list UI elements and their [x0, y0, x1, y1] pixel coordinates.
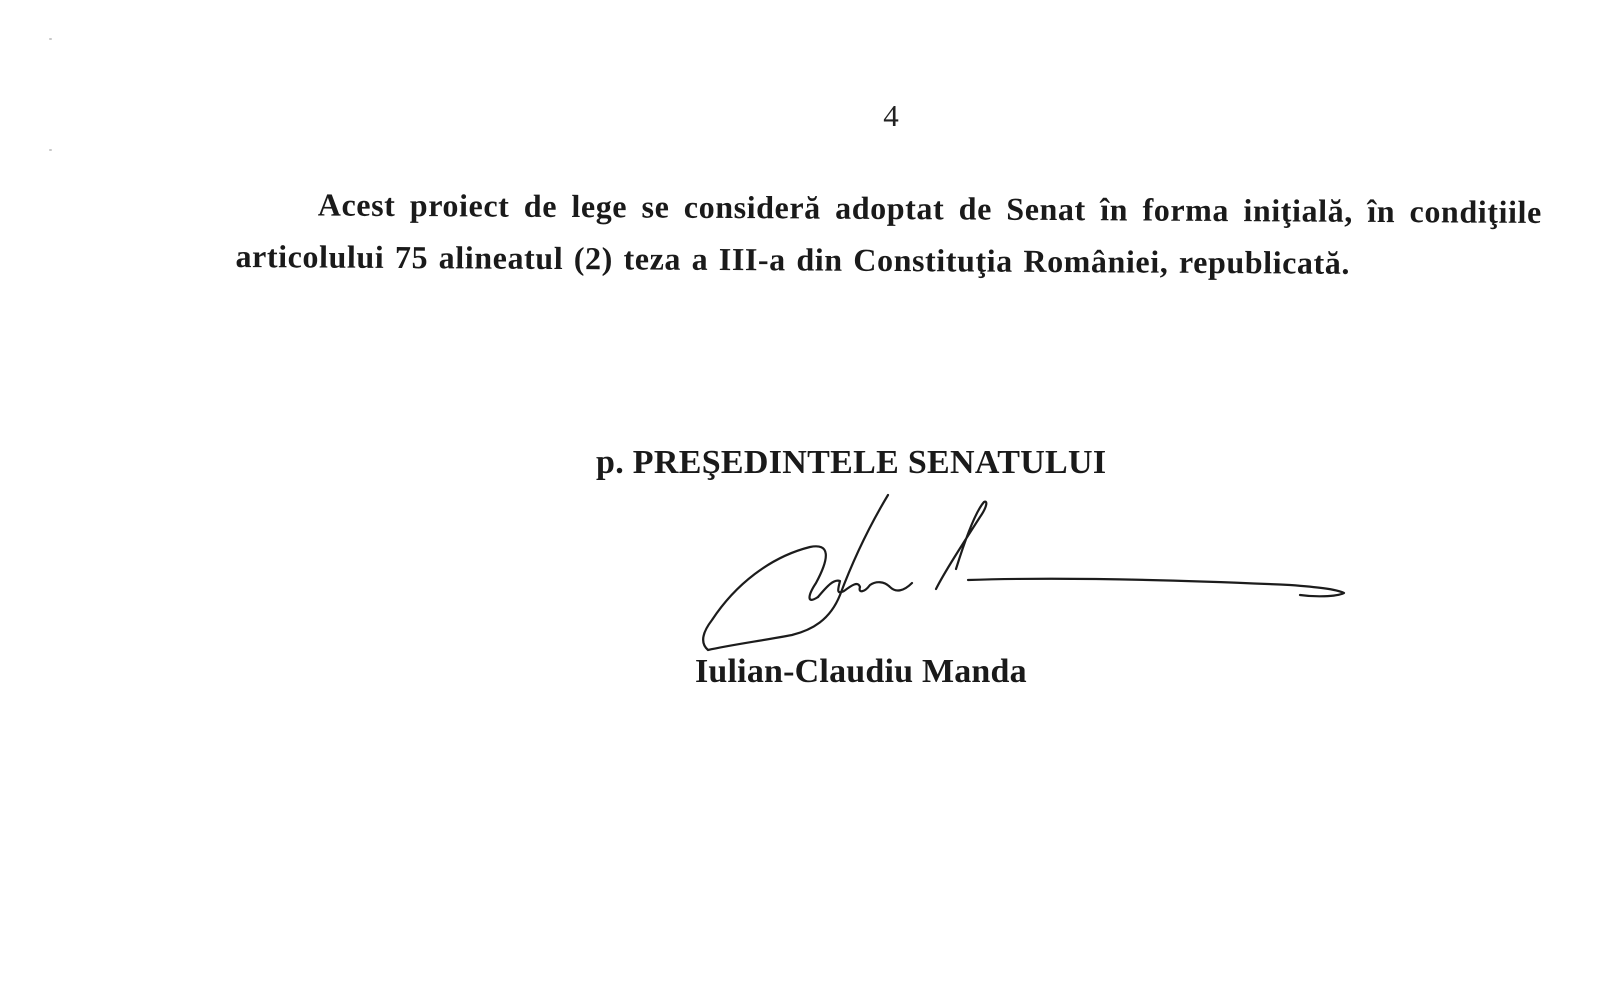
body-paragraph: Acest proiect de lege se consideră adoptat de Senat în forma iniţială, în condiţiile articolului 75 alineatul (2) teza a III-a din Constituţia României, republicată.	[235, 186, 1542, 281]
scan-speck	[49, 149, 52, 151]
signer-title: p. PREŞEDINTELE SENATULUI	[596, 444, 1107, 481]
scan-speck	[49, 38, 52, 40]
signer-name: Iulian-Claudiu Manda	[695, 653, 1027, 690]
page-number: 4	[883, 98, 899, 133]
handwritten-signature	[700, 485, 1400, 675]
